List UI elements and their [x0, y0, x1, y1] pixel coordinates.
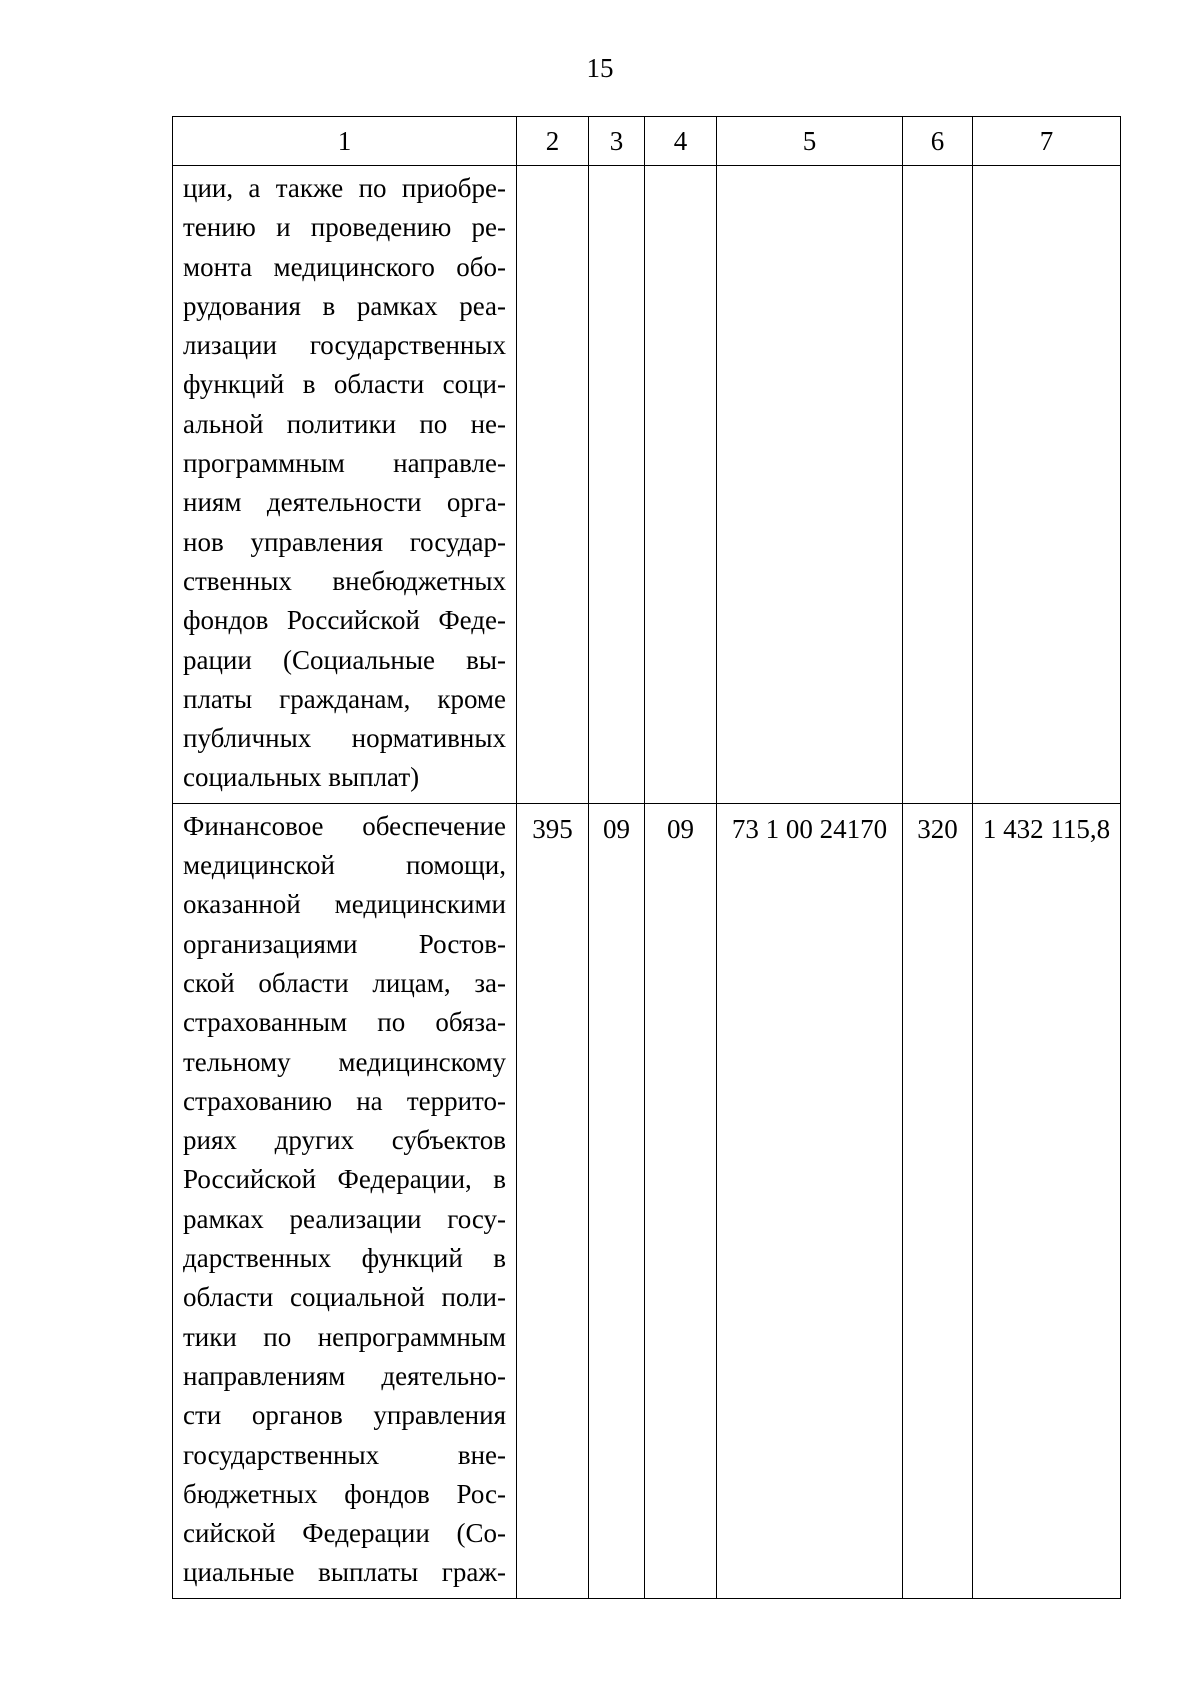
description-line: рации (Социальные вы-	[183, 644, 506, 675]
expense-type-cell	[903, 166, 973, 804]
subsection-code-cell	[645, 166, 717, 804]
description-line: рудования в рамках реа-	[183, 290, 506, 321]
description-line: публичных нормативных	[183, 723, 506, 754]
description-line: альной политики по не-	[183, 408, 506, 439]
amount-cell: 1 432 115,8	[973, 803, 1121, 1598]
table-header-row	[173, 117, 1121, 166]
column-header: 7	[973, 117, 1121, 166]
column-header: 5	[717, 117, 903, 166]
column-header: 6	[903, 117, 973, 166]
description-line: дарственных функций в	[183, 1243, 506, 1274]
description-line: ниям деятельности орга-	[183, 487, 506, 518]
description-line: бюджетных фондов Рос-	[183, 1478, 506, 1509]
description-line: Финансовое обеспечение	[183, 810, 506, 841]
description-line: Российской Федерации, в	[183, 1164, 506, 1195]
target-article-cell	[717, 166, 903, 804]
description-line: лизации государственных	[183, 330, 506, 361]
description-line: страхованным по обяза-	[183, 1007, 506, 1038]
description-line: ской области лицам, за-	[183, 967, 506, 998]
description-line: направлениям деятельно-	[183, 1360, 506, 1391]
description-line: тельному медицинскому	[183, 1046, 506, 1077]
description-line: платы гражданам, кроме	[183, 683, 506, 714]
description-line: сийской Федерации (Со-	[183, 1518, 506, 1549]
description-line: нов управления государ-	[183, 526, 506, 557]
chapter-code-cell	[517, 166, 589, 804]
row-description	[173, 803, 517, 1598]
description-line: тению и проведению ре-	[183, 212, 506, 243]
description-line: риях других субъектов	[183, 1125, 506, 1156]
description-line: функций в области соци-	[183, 369, 506, 400]
description-line: страхованию на террито-	[183, 1085, 506, 1116]
table-row	[173, 803, 1121, 1598]
subsection-code-cell: 09	[645, 803, 717, 1598]
column-header: 2	[517, 117, 589, 166]
section-code-cell	[589, 166, 645, 804]
target-article-cell: 73 1 00 24170	[717, 803, 903, 1598]
column-header: 4	[645, 117, 717, 166]
column-header: 3	[589, 117, 645, 166]
expense-type-cell: 320	[903, 803, 973, 1598]
description-line: государственных вне-	[183, 1439, 506, 1470]
amount-cell	[973, 166, 1121, 804]
description-line: организациями Ростов-	[183, 928, 506, 959]
description-line: рамках реализации госу-	[183, 1203, 506, 1234]
description-line: программным направле-	[183, 448, 506, 479]
description-line: оказанной медицинскими	[183, 889, 506, 920]
budget-table	[172, 116, 1121, 1599]
description-line: медицинской помощи,	[183, 850, 506, 881]
table-row	[173, 166, 1121, 804]
description-line: тики по непрограммным	[183, 1321, 506, 1352]
description-line: социальных выплат)	[183, 762, 420, 793]
chapter-code-cell: 395	[517, 803, 589, 1598]
page-number: 15	[586, 53, 614, 83]
column-header: 1	[173, 117, 517, 166]
section-code-cell: 09	[589, 803, 645, 1598]
description-line: ции, а также по приобре-	[183, 173, 506, 203]
description-line: циальные выплаты граж-	[183, 1557, 506, 1588]
description-line: ственных внебюджетных	[183, 565, 506, 596]
description-line: фондов Российской Феде-	[183, 605, 506, 636]
description-line: области социальной поли-	[183, 1282, 506, 1313]
row-description	[173, 166, 517, 804]
description-line: сти органов управления	[183, 1400, 506, 1431]
description-line: монта медицинского обо-	[183, 251, 506, 282]
